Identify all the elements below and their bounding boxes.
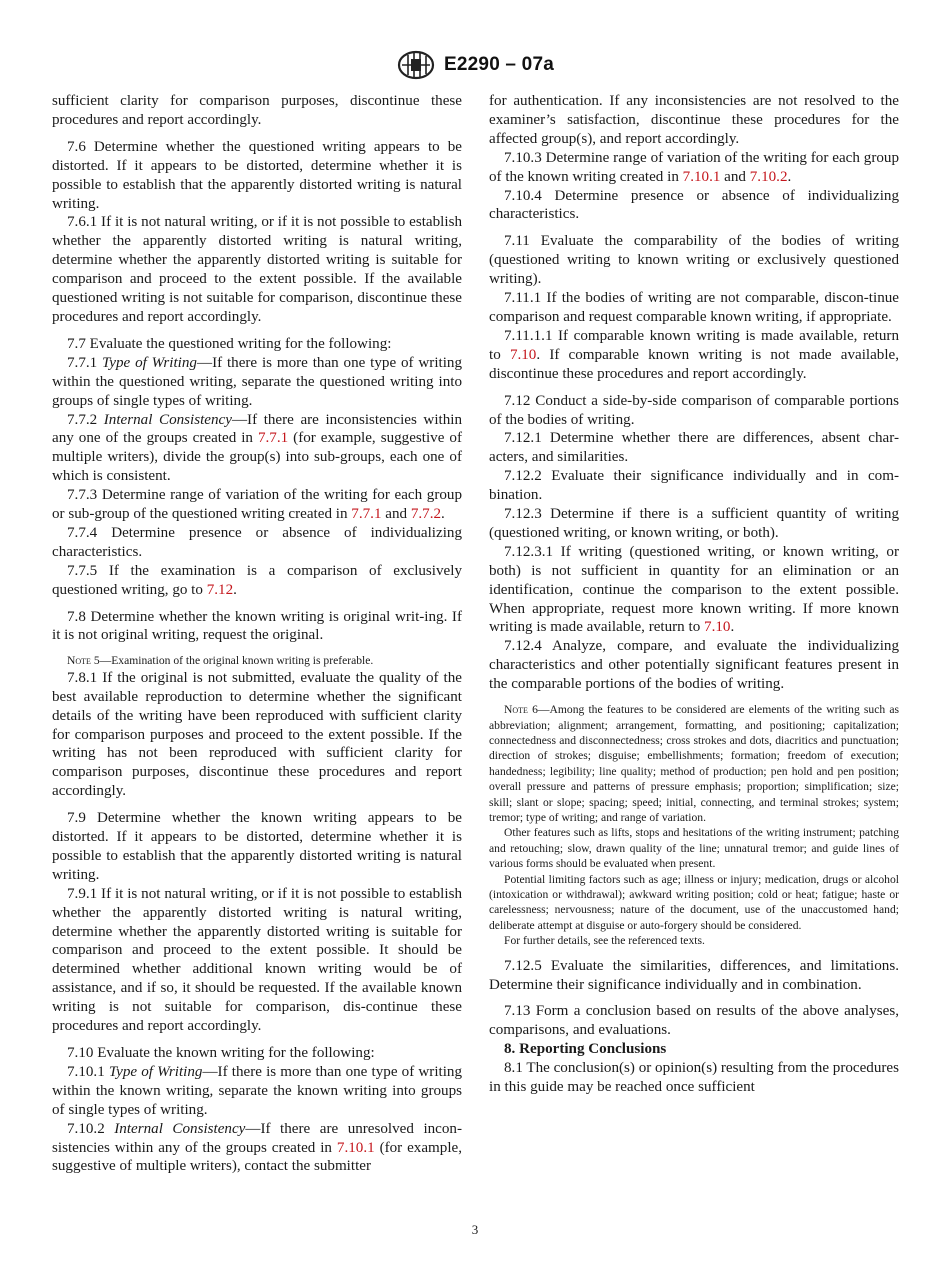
paragraph-7-12-5: 7.12.5 Evaluate the similarities, differences, and limitations. Determine their significance individually and in combination. [489,957,899,993]
cross-reference-link[interactable]: 7.7.1 [351,506,382,523]
clause-text: 7.7.3 Determine range of variation of the writing for each group or sub-group of the questioned writing created in [52,487,462,523]
paragraph-7-12-3: 7.12.3 Determine if there is a sufficient quantity of writing (questioned writing, or known writing, or both). [489,506,899,541]
clause-number: 7.7.1 [67,354,98,371]
document-designation: E2290 – 07a [444,54,554,75]
cross-reference-link[interactable]: 7.10 [704,619,731,636]
note-6-paragraph: Potential limiting factors such as age; illness or injury; medication, drugs or alcohol (intoxication or withdrawal); awkward writing position; cold or heat; fatigue; haste or carelessness; nervousness; nature of the document, use of the unaccustomed hand; deliberate attempt at disguise or auto-forgery should be considered. [489,872,899,932]
clause-text: —If there is more than one type of writing within the questioned writing, separate the questioned writing into groups of single types of writing. [52,354,463,409]
paragraph-7-9: 7.9 Determine whether the known writing appears to be distorted. If it appears to be distorted, determine whether it is possible to establish that the apparently distorted writing is natural writing. [52,810,462,883]
note-label: Note [504,703,528,717]
clause-text: 7.11.1.1 If comparable known writing is made available, return to [489,327,899,363]
clause-title: Type of Writing [108,1063,203,1080]
clause-text: —If there is more than one type of writing within the known writing, separate the known writing into groups of single types of writing. [52,1063,462,1118]
paragraph-7-10-3 [489,149,899,187]
clause-text: 7.7.5 If the examination is a comparison of exclusively questioned writing, go to [52,562,462,598]
clause-text: —If there are inconsistencies within any one of the groups created in [52,411,462,447]
paragraph-7-7: 7.7 Evaluate the questioned writing for the following: [67,335,392,352]
clause-text: 7.12.3.1 If writing (questioned writing, or known writing, or both) is not sufficient in quantity for an elimination or an identification, continue the comparison to the extent possible. When appropriate, request more known writing. If more known writing is made available, return to [489,543,899,636]
paragraph: for authentication. If any inconsistencies are not resolved to the examiner’s satisfaction, discontinue these procedures for the affected group(s), and report accordingly. [489,93,899,147]
paragraph-7-12: 7.12 Conduct a side-by-side comparison of comparable portions of the bodies of writing. [489,392,899,428]
note-label: Note [67,654,91,668]
paragraph-7-12-1: 7.12.1 Determine whether there are differences, absent char-acters, and similarities. [489,430,899,466]
clause-text: . [787,168,792,185]
right-column [489,92,899,1097]
cross-reference-link[interactable]: 7.7.1 [257,430,289,447]
cross-reference-link[interactable]: 7.7.2 [410,506,442,523]
note-6 [489,702,899,825]
clause-text: . If comparable known writing is not made available, discontinue these procedures and report accordingly. [489,346,899,382]
cross-reference-link[interactable]: 7.10.2 [749,168,788,185]
note-6-paragraph: Other features such as lifts, stops and hesitations of the writing instrument; patching and retouching; slow, drawn quality of the line; unnatural tremor; and guide lines of various forms should be evaluated when present. [489,826,899,871]
clause-text: . [233,581,237,598]
paragraph-7-12-3-1 [489,543,899,638]
cross-reference-link[interactable]: 7.10.1 [336,1139,375,1156]
paragraph-8-1: 8.1 The conclusion(s) or opinion(s) resulting from the procedures in this guide may be reached once sufficient [489,1060,900,1096]
clause-text: 7.10.3 Determine range of variation of the writing for each group of the known writing created in [489,149,899,185]
paragraph-7-13: 7.13 Form a conclusion based on results of the above analyses, comparisons, and evaluations. [489,1003,899,1039]
left-column [52,92,462,1176]
paragraph-7-8-1: 7.8.1 If the original is not submitted, evaluate the quality of the best available reproduction to determine whether the significant details of the writing have been reproduced with sufficient clarity for comparison purposes and proceed to the extent possible. If the writing has not been reproduced with sufficient clarity for comparison purposes, discontinue these procedures and report accordingly. [52,669,462,800]
paragraph-7-11: 7.11 Evaluate the comparability of the bodies of writing (questioned writing to known writing or exclusively questioned writing). [489,233,899,288]
paragraph-7-9-1: 7.9.1 If it is not natural writing, or if it is not possible to establish whether the apparently distorted writing is natural writing, determine whether the apparently distorted writing is suitable for comparison and proceed to the extent possible. It should be determined whether additional known writing would be of assistance, and if so, it should be requested. If the available known writing is not suitable for comparison, dis-continue these procedures and report accordingly. [52,885,462,1035]
paragraph-7-10-2 [52,1120,462,1177]
paragraph-7-10-1 [52,1063,462,1120]
cross-reference-link[interactable]: 7.10 [509,346,537,363]
clause-number: 7.7.2 [67,411,98,428]
paragraph-7-12-4: 7.12.4 Analyze, compare, and evaluate the individualizing characteristics and other potentially significant features present in the comparable portions of the bodies of writing. [489,638,899,693]
section-heading: 8. Reporting Conclusions [504,1041,667,1058]
paragraph-7-11-1-1 [489,327,899,384]
note-6-paragraph: For further details, see the referenced texts. [504,934,705,948]
page-number: 3 [471,1222,479,1237]
paragraph: sufficient clarity for comparison purposes, discontinue these procedures and report accordingly. [52,93,462,128]
paragraph-7-6: 7.6 Determine whether the questioned writing appears to be distorted. If it appears to be distorted, determine whether it is possible to establish that the apparently distorted writing is natural writing. [52,138,462,212]
paragraph-7-12-2: 7.12.2 Evaluate their significance individually and in com-bination. [489,468,899,504]
note-text: 6—Among the features to be considered are elements of the writing such as abbreviation; alignment; arrangement, formatting, and positioning; capitalization; connectedness and disconnectedness; cross strokes and dots, diacritics and punctuation; direction of strokes; disguise; embellishments; formation; freedom of execution; handedness; legibility; line quality; method of production; pen hold and pen position; overall pressure and patterns of pressure emphasis; proportion; simplification; size; skill; slant or slope; spacing; speed; initial, connecting, and terminal strokes; system; tremor; type of writing; and range of variation. [489,703,899,824]
clause-text: . [441,506,445,523]
paragraph-7-11-1: 7.11.1 If the bodies of writing are not comparable, discon-tinue comparison and request comparable known writing, if appropriate. [489,290,899,325]
clause-text: and [724,168,746,185]
clause-number: 7.10.2 [67,1120,105,1137]
clause-number: 7.10.1 [67,1063,105,1080]
page-header [0,50,950,80]
cross-reference-link[interactable]: 7.10.1 [682,168,721,185]
note-5 [52,653,462,668]
clause-text: (for example, suggestive of multiple writers), divide the group(s) into sub-groups, each one of which is consistent. [52,430,462,485]
paragraph-7-7-2 [52,411,462,487]
note-text: 5—Examination of the original known writing is preferable. [90,654,374,668]
clause-title: Internal Consistency [114,1120,246,1137]
paragraph-7-10: 7.10 Evaluate the known writing for the following: [67,1045,375,1061]
paragraph-7-7-1 [52,354,462,411]
paragraph-7-7-4: 7.7.4 Determine presence or absence of individualizing characteristics. [52,524,462,560]
clause-text: (for example, suggestive of multiple writers), contact the submitter [52,1139,462,1175]
paragraph-7-10-4: 7.10.4 Determine presence or absence of individualizing characteristics. [489,187,899,223]
astm-logo-icon [396,50,436,80]
clause-title: Type of Writing [102,354,197,371]
clause-text: —If there are unresolved incon-sistencies within any of the groups created in [52,1120,463,1156]
paragraph-7-8: 7.8 Determine whether the known writing is original writ-ing. If it is not original writing, request the original. [52,608,462,644]
clause-title: Internal Consistency [103,411,232,428]
clause-text: . [730,619,735,636]
paragraph-7-7-3 [52,486,462,524]
paragraph-7-6-1: 7.6.1 If it is not natural writing, or if it is not possible to establish whether the apparently distorted writing is natural writing, determine whether the apparently distorted writing is suitable for comparison and proceed to the extent possible. If the available questioned writing is not suitable for comparison, discontinue these procedures and report accordingly. [52,214,462,325]
paragraph-7-7-5 [52,562,462,600]
clause-text: and [385,506,408,523]
cross-reference-link[interactable]: 7.12 [206,581,234,598]
